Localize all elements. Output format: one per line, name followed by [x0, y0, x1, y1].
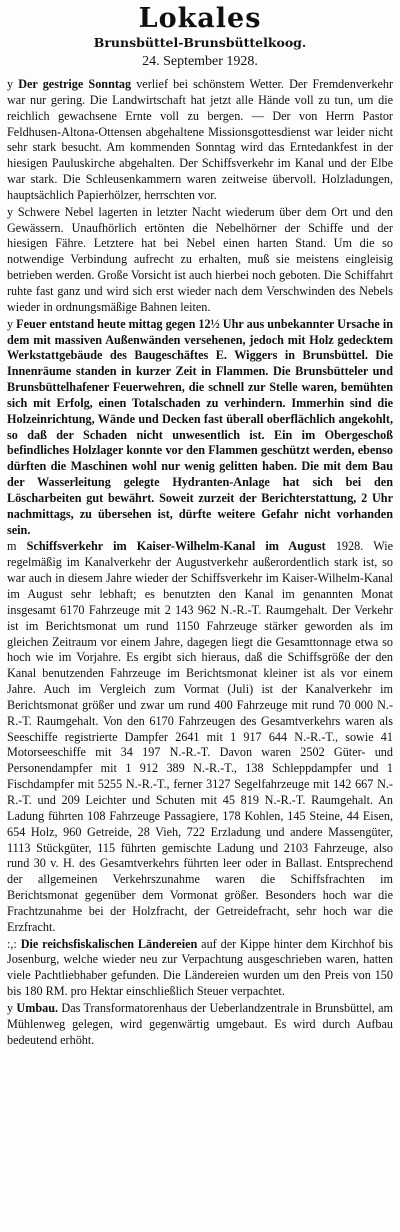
article-lead: Schiffsverkehr im Kaiser-Wilhelm-Kanal im August — [26, 539, 326, 554]
article-body: auf der Kippe hinter dem Kirchhof bis Josenburg, welche wieder neu zur Verpachtung ausgeschrieben waren, hatten viele Pachtliebhaber gefunden. Die Ländereien wurden um den Preis von 150 bis 180 RM. pro Hektar einschließlich Steuer verpachtet. — [7, 936, 393, 999]
issue-date: 24. September 1928. — [142, 54, 258, 69]
article-lead: Die reichsfiskalischen Ländereien — [20, 936, 198, 951]
article-marker: y — [7, 1000, 17, 1015]
article-nebel — [7, 205, 393, 316]
article-schiffsverkehr — [7, 539, 393, 935]
article-body: 1928. Wie regelmäßig im Kanalverkehr der Augustverkehr außerordentlich stark ist, so war auch in diesem Jahre wieder der Schiffsverkehr im Kaiser-Wilhelm-Kanal im August sehr lebhaft; es benutzten den Kanal im genannten Monat insgesamt 6170 Fahrzeuge mit 2 143 962 N.-R.-T. Raumgehalt. Der Verkehr ist im Berichtsmonat um rund 1150 Fahrzeuge stärker geworden als im gleichen Zeitraum vor einem Jahre, dagegen liegt die Gesamttonnage etwa so hoch wie im Vorjahre. Es ergibt sich hieraus, daß die Schiffsgröße der den Kanal benutzenden Fahrzeuge im Berichtsmonat kleiner ist als vor einem Jahre. Auch im Vergleich zum Vormat (Juli) ist der Kanalverkehr im Berichtsmonat größer und zwar um rund 400 Fahrzeuge mit rund 70 000 N.-R.-T. Raumgehalt. Von den 6170 Fahrzeugen des Gesamtverkehrs waren als Seeschiffe registrierte Dampfer 2641 mit 1 917 644 N.-R.-T., sowie 41 Motorseeschiffe mit 34 197 N.-R.-T. Davon waren 2502 Güter- und Personendampfer mit 1 912 389 N.-R.-T., 138 Schleppdampfer und 1 Fischdampfer mit 5255 N.-R.-T., ferner 3127 Segelfahrzeuge mit 142 667 N.-R.-T. und 209 Leichter und Schuten mit 45 819 N.-R.-T. Raumgehalt. An Ladung führten 108 Fahrzeuge Passagiere, 178 Kohlen, 145 Steine, 44 Eisen, 654 Holz, 960 Getreide, 28 Vieh, 722 Erzladung und andere Massengüter, 1113 Stückgüter, 115 führten gemischte Ladung und 2103 Fahrzeuge, also rund 30 v. H. des Gesamtverkehrs führten leer oder in Ballast. Entsprechend der allgemeinen Verkehrszunahme waren die Schiffsfrachten im Berichtsmonat gegenüber dem Vormonat größer. Besonders hoch war die Frachtzunahme bei der Holzfracht, der Getreidefracht, sehr hoch war die Erzfracht. — [7, 539, 394, 934]
article-laendereien — [7, 937, 393, 1000]
article-body: verlief bei schönstem Wetter. Der Fremdenverkehr war nur gering. Die Landwirtschaft hat jetzt alle Hände voll zu tun, um die reichlich gewachsene Ernte voll zu bergen. — Der von Herrn Pastor Feldhusen-Altona-Ottensen abgehaltene Missionsgottesdienst war leider nicht sehr stark besucht. Am kommenden Sonntag wird das Erntedankfest in der hiesigen Pauluskirche abgehalten. Der Schiffsverkehr im Kanal und der Elbe war stark. Die Schleusenkammern waren zeitweise übervoll. Holzladungen, hauptsächlich Papierhölzer, herrschten vor. — [7, 77, 393, 202]
article-marker: y — [7, 316, 17, 331]
article-marker: :,: — [7, 936, 21, 951]
article-lead: Der gestrige Sonntag — [18, 77, 132, 91]
article-feuer — [7, 317, 393, 539]
article-body: Schwere Nebel lagerten in letzter Nacht wiederum über dem Ort und den Gewässern. Unaufhörlich ertönten die Nebelhörner der Schiffe und der hiesigen Fähre. Letztere hat bei Nebel einen harten Stand. Um die so notwendige Verbindung aufrecht zu erhalten, muß sie meistens eingleisig betrieben werden. Große Vorsicht ist auch hierbei noch geboten. Die Schiffahrt ruhte fast ganz und wird sich erst wieder nach dem Verschwinden des Nebels wieder in ordnungsmäßige Bahnen leiten. — [7, 204, 394, 314]
article-lead: Umbau. — [16, 1000, 59, 1015]
article-marker: y — [7, 77, 19, 91]
article-marker: m — [7, 539, 27, 554]
section-title: Lokales — [138, 3, 262, 34]
section-subtitle: Brunsbüttel-Brunsbüttelkoog. — [93, 35, 307, 50]
article-body: Das Transformatorenhaus der Ueberlandzentrale in Brunsbüttel, am Mühlenweg gelegen, wird gegenwärtig umgebaut. Es wird durch Aufbau bedeutend erhöht. — [7, 1000, 394, 1047]
masthead — [7, 4, 393, 73]
article-lead: Feuer entstand heute mittag gegen 12½ Uhr aus unbekannter Ursache in dem mit massiven Außenwänden versehenen, jedoch mit Holz gedecktem Werkstattgebäude des Baugeschäftes E. Wiggers in Brunsbüttel. Die Innenräume standen in kurzer Zeit in Flammen. Die Brunsbütteler und Brunsbüttelhafener Feuerwehren, die schnell zur Stelle waren, bemühten sich mit Erfolg, einen Totalschaden zu verhindern. Immerhin sind die Holzeinrichtung, Wände und Decken fast überall oberflächlich angekohlt, so daß der Schaden nicht unwesentlich ist. Ein im Obergeschoß befindliches Holzlager konnte vor den Flammen geschützt werden, ebenso dürften die Maschinen wohl nur wenig gelitten haben. Die mit dem Bau der Wasserleitung gelegte Hydranten-Anlage hat sich bei den Löscharbeiten gut bewährt. Soweit zurzeit der Berichterstattung, 2 Uhr nachmittags, zu übersehen ist, dürfte weitere Gefahr nicht vorhanden sein. — [7, 316, 394, 537]
article-marker: y — [7, 204, 18, 219]
article-umbau — [7, 1001, 393, 1049]
article-sonntag — [7, 77, 393, 204]
